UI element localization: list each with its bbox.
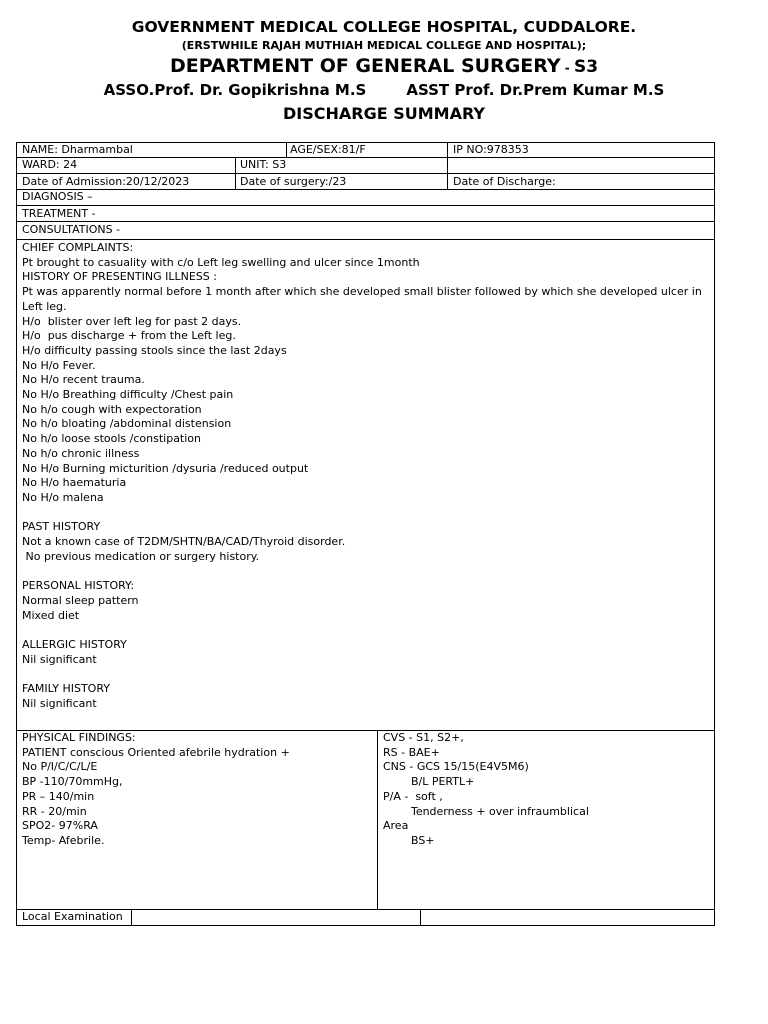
history-line: Pt was apparently normal before 1 month after which she developed small blister followed by which she developed ulcer in Left leg.	[22, 285, 702, 313]
history-line: No H/o haematuria	[22, 476, 127, 490]
systemic-exam-line: B/L PERTL+	[383, 775, 475, 789]
systemic-exam-line: CVS - S1, S2+,	[383, 731, 464, 744]
history-line: Pt brought to casuality with c/o Left leg swelling and ulcer since 1month	[22, 255, 420, 269]
ip-number: IP NO:978353	[453, 143, 529, 156]
history-line: No H/o recent trauma.	[22, 373, 145, 387]
diagnosis: DIAGNOSIS –	[22, 190, 93, 203]
history-line: HISTORY OF PRESENTING ILLNESS :	[22, 270, 217, 284]
history-line	[22, 667, 712, 682]
physical-findings-right	[383, 731, 713, 849]
physical-finding-line: SPO2- 97%RA	[22, 819, 98, 833]
systemic-exam-line: Area	[383, 819, 409, 833]
age-sex: AGE/SEX:81/F	[290, 143, 366, 156]
history-line: Nil significant	[22, 696, 97, 710]
history-line: No H/o Fever.	[22, 358, 96, 372]
physical-finding-line: PHYSICAL FINDINGS:	[22, 731, 136, 744]
local-examination-label: Local Examination	[22, 910, 123, 923]
asso-prof: ASSO.Prof. Dr. Gopikrishna M.S	[103, 81, 367, 99]
consultations: CONSULTATIONS -	[22, 223, 121, 236]
systemic-exam-line: BS+	[383, 833, 435, 847]
physical-findings-left	[22, 731, 374, 849]
patient-name: NAME: Dharmambal	[22, 143, 133, 156]
history-line: H/o pus discharge + from the Left leg.	[22, 329, 236, 343]
hospital-name: GOVERNMENT MEDICAL COLLEGE HOSPITAL, CUDDALORE.	[131, 18, 637, 36]
physical-finding-line: PATIENT conscious Oriented afebrile hydration +	[22, 745, 290, 759]
department-name: DEPARTMENT OF GENERAL SURGERY	[169, 55, 561, 77]
history-line: Nil significant	[22, 652, 97, 666]
history-line: No h/o loose stools /constipation	[22, 432, 202, 446]
department-dash: -	[560, 61, 574, 75]
history-line: No H/o malena	[22, 490, 104, 504]
history-line: No h/o bloating /abdominal distension	[22, 417, 232, 431]
date-of-discharge: Date of Discharge:	[453, 175, 556, 188]
systemic-exam-line: RS - BAE+	[383, 745, 440, 759]
document-title: DISCHARGE SUMMARY	[283, 104, 485, 123]
systemic-exam-line: CNS - GCS 15/15(E4V5M6)	[383, 760, 529, 774]
history-line: No h/o chronic illness	[22, 446, 140, 460]
history-line: Not a known case of T2DM/SHTN/BA/CAD/Thyroid disorder.	[22, 535, 346, 549]
history-line: No H/o Burning micturition /dysuria /reduced output	[22, 461, 309, 475]
history-line: FAMILY HISTORY	[22, 682, 110, 696]
professors-line	[0, 81, 768, 99]
physical-finding-line: PR – 140/min	[22, 789, 95, 803]
date-of-surgery: Date of surgery:/23	[240, 175, 347, 188]
history-line: PAST HISTORY	[22, 520, 101, 534]
systemic-exam-line: P/A - soft ,	[383, 789, 443, 803]
erstwhile-name: (ERSTWHILE RAJAH MUTHIAH MEDICAL COLLEGE AND HOSPITAL);	[181, 39, 587, 52]
history-line: H/o blister over left leg for past 2 days.	[22, 314, 242, 328]
unit: UNIT: S3	[240, 158, 287, 171]
history-line	[22, 564, 712, 579]
history-line: PERSONAL HISTORY:	[22, 579, 135, 593]
date-of-admission: Date of Admission:20/12/2023	[22, 175, 190, 188]
physical-finding-line: No P/I/C/C/L/E	[22, 760, 98, 774]
history-line: H/o difficulty passing stools since the last 2days	[22, 343, 287, 357]
history-line: No previous medication or surgery history.	[22, 549, 260, 563]
history-line: Mixed diet	[22, 608, 80, 622]
physical-finding-line: BP -110/70mmHg,	[22, 775, 123, 789]
history-line: ALLERGIC HISTORY	[22, 637, 127, 651]
history-line	[22, 623, 712, 638]
physical-finding-line: Temp- Afebrile.	[22, 833, 105, 847]
asst-prof: ASST Prof. Dr.Prem Kumar M.S	[406, 81, 665, 99]
physical-finding-line: RR - 20/min	[22, 804, 87, 818]
systemic-exam-line: Tenderness + over infraumblical	[383, 804, 589, 818]
treatment: TREATMENT -	[22, 207, 96, 220]
history-line: CHIEF COMPLAINTS:	[22, 241, 134, 254]
department-title	[0, 55, 768, 77]
history-line: Normal sleep pattern	[22, 593, 139, 607]
history-line: No h/o cough with expectoration	[22, 402, 202, 416]
ward: WARD: 24	[22, 158, 78, 171]
history-line	[22, 506, 712, 521]
department-unit: S3	[573, 57, 599, 77]
history-line: No H/o Breathing difficulty /Chest pain	[22, 388, 234, 402]
history-section	[22, 241, 712, 711]
